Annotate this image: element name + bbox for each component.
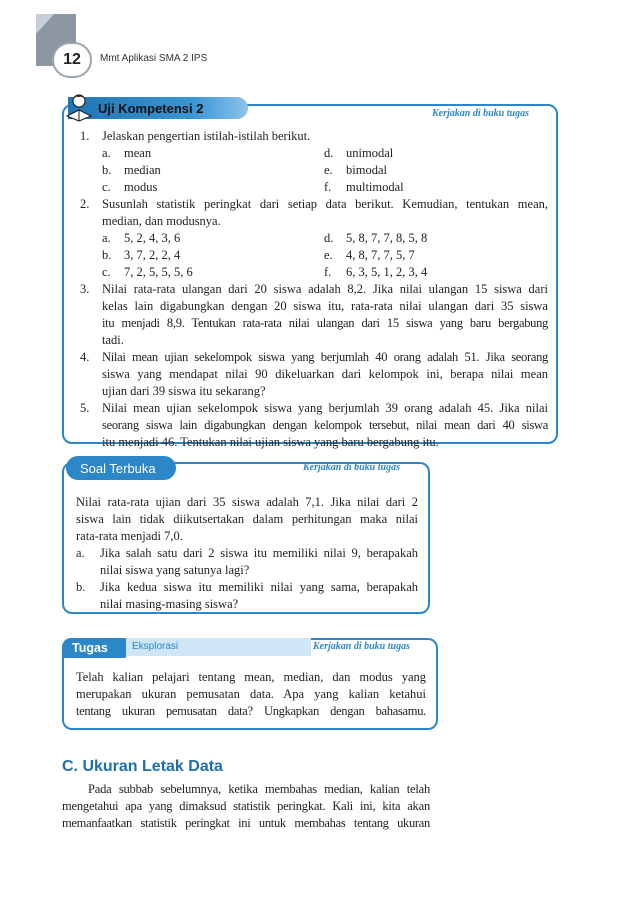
- question-1-text: Jelaskan pengertian istilah-istilah berikut.: [102, 129, 311, 143]
- soal-terbuka-hint: Kerjakan di buku tugas: [303, 462, 400, 473]
- question-3-line: kelas lain digabungkan dengan 20 siswa itu, rata-rata nilai ulangan dari 35 siswa: [102, 299, 548, 313]
- question-5-line: Nilai mean ujian sekelompok siswa yang berjumlah 39 orang adalah 45. Jika nilai: [102, 401, 548, 415]
- soal-option-a-line: Jika salah satu dari 2 siswa itu memiliki nilai 9, berapakah: [100, 546, 418, 560]
- section-title: C. Ukuran Letak Data: [62, 758, 223, 775]
- q1-option-d-label: d.: [324, 146, 334, 160]
- q2-option-c-text: 7, 2, 5, 5, 5, 6: [124, 265, 193, 279]
- question-3-number: 3.: [80, 282, 90, 296]
- q2-option-f-text: 6, 3, 5, 1, 2, 3, 4: [346, 265, 428, 279]
- question-2-line: Susunlah statistik peringkat dari setiap data berikut. Kemudian, tentukan mean,: [102, 197, 548, 211]
- q1-option-a-text: mean: [124, 146, 152, 160]
- q1-option-c-label: c.: [102, 180, 111, 194]
- q2-option-c-label: c.: [102, 265, 111, 279]
- q1-option-a-label: a.: [102, 146, 111, 160]
- q2-option-a-text: 5, 2, 4, 3, 6: [124, 231, 181, 245]
- q2-option-e-label: e.: [324, 248, 333, 262]
- paragraph-line: memanfaatkan statistik peringkat ini untuk membahas tentang ukuran: [62, 816, 430, 830]
- q1-option-c-text: modus: [124, 180, 158, 194]
- q2-option-b-text: 3, 7, 2, 2, 4: [124, 248, 181, 262]
- q2-option-d-label: d.: [324, 231, 334, 245]
- question-3-line: tadi.: [102, 333, 124, 347]
- q1-option-f-label: f.: [324, 180, 332, 194]
- soal-terbuka-tab: [66, 456, 176, 480]
- soal-option-b-label: b.: [76, 580, 86, 594]
- question-2-line: median, dan modusnya.: [102, 214, 221, 228]
- question-4-line: ujian dari 39 siswa itu sekarang?: [102, 384, 266, 398]
- soal-option-b-line: Jika kedua siswa itu memiliki nilai yang sama, berapakah: [100, 580, 418, 594]
- q2-option-b-label: b.: [102, 248, 112, 262]
- q2-option-f-label: f.: [324, 265, 332, 279]
- soal-intro-line: siswa lain tidak diikutsertakan dalam perhitungan maka nilai: [76, 512, 418, 526]
- paragraph-line: mengetahui apa yang dimaksud statistik peringkat. Kali ini, kita akan: [62, 799, 430, 813]
- uji-kompetensi-title: Uji Kompetensi 2: [98, 100, 204, 116]
- tugas-tab: [62, 638, 126, 658]
- page-number: 12: [52, 42, 92, 78]
- question-1-number: 1.: [80, 129, 90, 143]
- q1-option-b-label: b.: [102, 163, 112, 177]
- question-3-line: Nilai rata-rata ulangan dari 20 siswa adalah 8,2. Jika nilai ulangan 15 siswa dari: [102, 282, 548, 296]
- q1-option-e-text: bimodal: [346, 163, 387, 177]
- soal-terbuka-title: Soal Terbuka: [80, 460, 156, 476]
- tugas-hint: Kerjakan di buku tugas: [313, 641, 410, 652]
- tugas-subtitle: Eksplorasi: [126, 638, 311, 656]
- question-2-number: 2.: [80, 197, 90, 211]
- soal-intro-line: Nilai rata-rata ujian dari 35 siswa adalah 7,1. Jika nilai dari 2: [76, 495, 418, 509]
- question-5-number: 5.: [80, 401, 90, 415]
- question-4-line: siswa yang mendapat nilai 90 dikeluarkan dari kelompok ini, berapa nilai mean: [102, 367, 548, 381]
- question-3-line: itu menjadi 8,9. Tentukan rata-rata nilai ulangan dari 15 siswa yang baru bergabung: [102, 316, 548, 330]
- soal-intro-line: rata-rata menjadi 7,0.: [76, 529, 183, 543]
- q1-option-d-text: unimodal: [346, 146, 394, 160]
- student-reading-icon: [64, 92, 94, 122]
- question-5-line: seorang siswa lain digabungkan dengan kelompok tersebut, nilai mean dari 40 siswa: [102, 418, 548, 432]
- tugas-title: Tugas: [72, 641, 108, 655]
- tugas-line: Telah kalian pelajari tentang mean, median, dan modus yang: [76, 670, 426, 684]
- uji-kompetensi-tab: [68, 97, 248, 119]
- q1-option-f-text: multimodal: [346, 180, 404, 194]
- question-4-line: Nilai mean ujian sekelompok siswa yang berjumlah 40 orang adalah 51. Jika seorang: [102, 350, 548, 364]
- q1-option-b-text: median: [124, 163, 161, 177]
- q2-option-d-text: 5, 8, 7, 7, 8, 5, 8: [346, 231, 428, 245]
- uji-kompetensi-hint: Kerjakan di buku tugas: [432, 108, 529, 119]
- tugas-line: tentang ukuran pemusatan data? Ungkapkan dengan bahasamu.: [76, 704, 426, 718]
- q1-option-e-label: e.: [324, 163, 333, 177]
- q2-option-e-text: 4, 8, 7, 7, 5, 7: [346, 248, 415, 262]
- soal-option-a-line: nilai siswa yang satunya lagi?: [100, 563, 250, 577]
- q2-option-a-label: a.: [102, 231, 111, 245]
- soal-option-b-line: nilai masing-masing siswa?: [100, 597, 239, 611]
- soal-option-a-label: a.: [76, 546, 85, 560]
- running-title: Mmt Aplikasi SMA 2 IPS: [100, 53, 208, 64]
- question-4-number: 4.: [80, 350, 90, 364]
- tugas-line: merupakan ukuran pemusatan data. Apa yang kalian ketahui: [76, 687, 426, 701]
- paragraph-line: Pada subbab sebelumnya, ketika membahas median, kalian telah: [88, 782, 430, 796]
- question-5-line: itu menjadi 46. Tentukan nilai ujian siswa yang baru bergabung itu.: [102, 435, 439, 449]
